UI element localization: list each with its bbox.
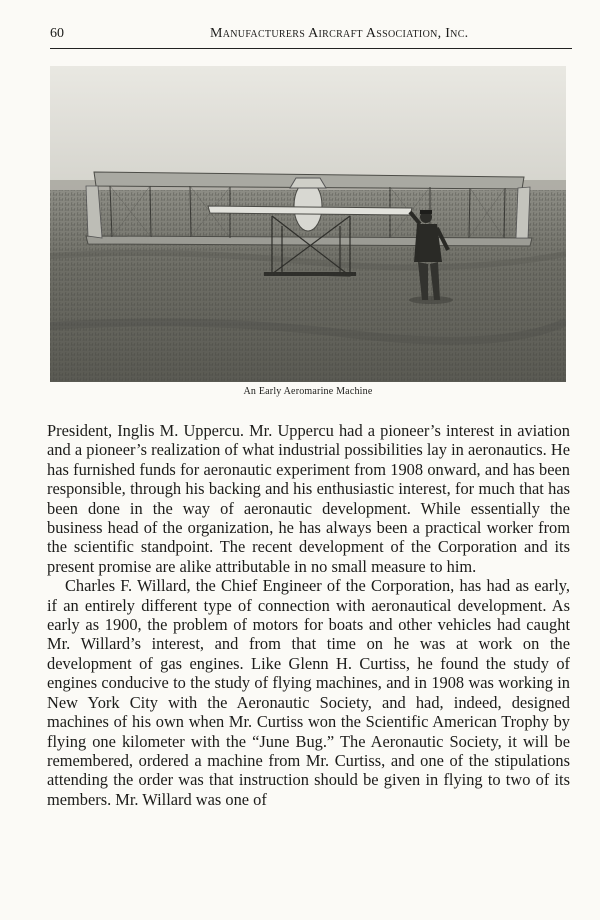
- header-rule: [50, 48, 572, 49]
- body-text: [47, 421, 570, 809]
- page-number: 60: [50, 26, 64, 41]
- running-title: Manufacturers Aircraft Association, Inc.: [210, 26, 469, 41]
- landing-skid: [264, 272, 356, 276]
- aeromarine-photo: [50, 66, 566, 382]
- page-header: [50, 26, 572, 48]
- paragraph-willard: Charles F. Willard, the Chief Engineer of the Corporation, has had as early, if an entirely different type of connection with aeronautical development. As early as 1900, the problem of motors for boats and other vehicles had caught Mr. Willard’s interest, and from that time on he was at work on the development of gas engines. Like Glenn H. Curtiss, he found the study of engines conducive to the study of flying machines, and in 1908 was working in New York City with the Aeronautic Society, and had, indeed, designed machines of his own when Mr. Curtiss won the Scientific American Trophy by flying one kilometer with the “June Bug.” The Aeronautic Society, it will be remembered, ordered a machine from Mr. Curtiss, and one of the stipulations attending the order was that instruction should be given in flying to two of its members. Mr. Willard was one of: [47, 576, 570, 809]
- paragraph-uppercu: President, Inglis M. Uppercu. Mr. Uppercu had a pioneer’s interest in aviation and a pioneer’s realization of what industrial possibilities lay in aeronautics. He has furnished funds for aeronautic experiment from 1908 onward, and has been responsible, through his backing and his enthusiastic interest, for much that has been done in the way of aeronautic development. While essentially the business head of the organization, he has always been a practical worker from the scientific standpoint. The recent development of the Corporation and its present promise are alike attributable in no small measure to him.: [47, 421, 570, 576]
- figure-caption: An Early Aeromarine Machine: [243, 386, 373, 397]
